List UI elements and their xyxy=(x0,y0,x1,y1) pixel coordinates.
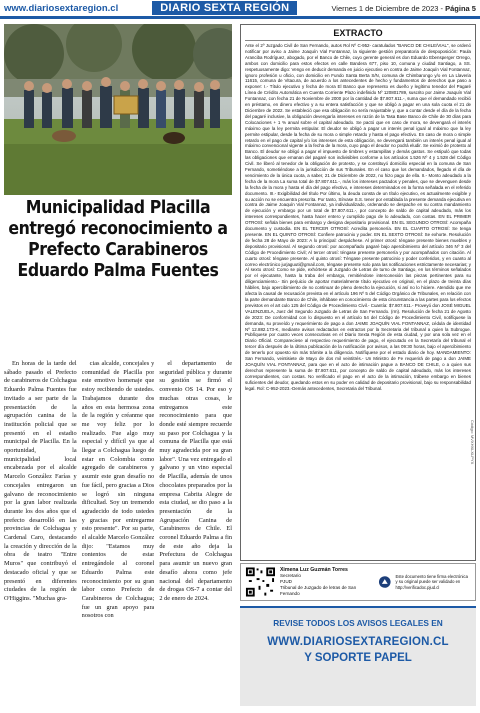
site-url[interactable]: www.diariosextaregion.cl xyxy=(4,2,119,14)
article-headline: Municipalidad Placilla entregó reconocimiento a Prefecto Carabineros Eduardo Palma Fuentes xyxy=(8,198,228,281)
article-column-1: En horas de la tarde del sábado pasado el Prefecto de carabineros de Colchagua Eduardo Palma Fuentes fue invitado a ser parte de la presentación de la agrupación canina de la institución policial que se presentó en el estadio municipal de Placilla. En la oportunidad, la municipalidad local encabezada por el alcalde Marcelo González Farías y concejales entregaron un galvano de reconocimiento por la gran labor realizada durante los dos años que el prefecto desarrolló en las provincias de Colchagua y Cardenal Caro, destacando la creación y dirección de la obra de teatro "Entre Muros" que contribuyó el destacado oficial y que se presentó en diferentes ciudades de la región de O'Higgins. "Muchas gra- xyxy=(4,360,77,602)
page-number: Página 5 xyxy=(445,3,476,13)
signer-name: Ximena Luz Guzmán Torres xyxy=(279,567,348,573)
pjud-logo-icon xyxy=(378,575,392,589)
article-body xyxy=(4,360,232,700)
legal-notices-ad[interactable] xyxy=(240,606,476,706)
ad-website-link[interactable]: WWW.DIARIOSEXTAREGION.CL xyxy=(267,636,449,648)
newspaper-title: DIARIO SEXTA REGIÓN xyxy=(152,1,297,15)
notice-text: Ante el 2º Juzgado Civil de San Fernando, autos Rol Nº C-952- caratulados "BANCO DE CHILE/VIAL", se ordenó notificar por aviso a Jaime Joaquín Vial Fontannaz, la siguiente gestión preparatoria de despoposición: Paula Aranciba Rodríguez, abogado, por el Banco de Chile, cuyo gerente general es don Eduardo Ebensperger Orrego, ambos con domicilio para estos efectos en calle Bandera 677, piso 10, comuna y ciudad Santiago, a SS. respetuosamente digo: Vengo en deducir demanda en juicio ejecutivo en contra de Jaime Joaquín Vial Fontannaz, ignoro profesión u oficio, con domicilio en Fundo Santa Berta S/N, comuna de Chimbarongo y/o en La Llaveria 11615, comuna de Vitacura, de acuerdo a los antecedentes de hecho y fundamentos de derechos que paso a exponer: I.- Título ejecutivo y fecha de mora El Banco que represento es dueño y legítimo tenedor del Pagaré Línea de Crédito Automática en Cuenta Corriente Plazo indefinido Nº 120801789, suscrito por Jaime Joaquín Vial Fontannaz, con fecha 21 de Noviembre de 2000 por la cantidad de $7.807.611.-, suma que el demandado recibió en préstamo, en dinero efectivo y a su entera satisfacción y que se obligó a pagar en una sola cuota el 21 de Diciembre de 2022. Se estableció que esa obligación no sería reajustable y, que a contar desde el día de la fecha del pagaré inclusive, la obligación devengaría intereses en razón de la Tasa Base Banco de Chile de 30 días para Colocaciones + 1 % anual sobre el capital adeudado. Se pactó que en caso de mora, se devengará el interés máximo que la ley permita estipular. El deudor se obligó a pagar un interés penal igual al máximo que la ley permite estipular, desde la fecha de su mora o simple retardo y hasta el pago efectivo. En caso de mora o simple retardo en el pago de capital y/o los intereses de esta obligación, se devengará también un interés penal igual al máximo convencional vigente a la fecha de la mora, cuyo pago el deudor no podrá eludir. Se eximió de protesto al Banco. El deudor se obligó a pagar el impuesto de timbres y estampillas y demás gastos. Se estipuló que todas las obligaciones que emanan del pagaré son indivisibles conforme a los artículos 1.526 Nº 4 y 1.528 del Código Civil. Se liberó al tenedor de la obligación de protesto, y se constituyó domicilio especial en la comuna de San Fernando, sometiéndose a la jurisdicción de sus Tribunales. En el caso que los demandados, llegado el día de vencimiento de la única cuota, a saber, 21 de Diciembre de 2022, no hizo pago de ella. II.- Monto adeudado a la fecha de la mora La suma total de $7.807.611.-, más los intereses pactados y penales, que se devenguen desde la fecha de la mora y hasta el día del pago efectivo, e intereses determinados en la forma señalada en el referido documento. III.- Exigibilidad del título Por último, la deuda consta de un título ejecutivo, es actualmente exigible y su acción no se encuentra prescrita. Por tanto, Sírvase S.S. tener por entablada la presente demanda ejecutiva en contra de Jaime Joaquín Vial Fontannaz, ya individualizado, ordenando se despache en su contra mandamiento de ejecución y embargo por un total de $7.807.611.-, por concepto de saldo de capital adeudado, más los intereses correspondientes, hasta hacer entero y cumplido pago de lo adeudado, con costas. EN EL PRIMER OTROSÍ: señala bienes para embargo y designa depositario provisional. EN EL SEGUNDO OTROSÍ: Acompaña documento y custodia. EN EL TERCER OTROSÍ: Acredita personería. EN EL CUARTO OTROSÍ: Se tenga presente. EN EL QUINTO OTROSÍ: Confiere patrocinio y poder. EN EL SEXTO OTROSÍ: Se exhorte. Resolución de fecha 28 de Mayo de 2023: A lo principal: despáchese. Al primer otrosí: téngase presente bienes muebles y depositario provisional. Al segundo otrosí: por acompañado pagaré bajo apercibimiento del artículo 346 Nº 3 del Código de Procedimiento Civil; Al tercer otrosí: téngase presente personería y por acompañados con citación. Al cuarto otrosí: téngase presente. Al quinto otrosí: Téngase presente patrocinio y poder conferidos, y en cuanto al correo electrónico jurjaguuti@gmail.com, téngase presente solo para las notificaciones estrictamente necesarias; y Al sexto otrosí: Como se pide, exhórtese al Juzgado de Letras de turno de Santiago, en los términos señalados por el ejecutante, hasta la traba del embargo, remitiéndose interconexión las piezas pertinentes para su diligenciamiento.- Sin perjuicio de aportar materialmente título ejecutivo en original, en el plazo de treinta días hábiles, bajo apercibimiento de no continuar de pleno derecho la ejecución, si así no lo hiciere. Atendido que me afecta la causal de recusación prevista en el artículo 196 Nº 5 del Código Orgánico de Tribunales, en relación con la parte demandante Banco de Chile, inhábase en conocimiento de esta circunstancia a las partes para los efectos previstos en el art culo 125 del Código de Procedimiento Civil.- Cuantía: $7.807.611.- Proveyó don JOSÉ MIGUEL VALENZUELA, Juez del Segundo Juzgado de Letras de San Fernando. (rm). Resolución de fecha 21 de Agosto de 2023: De conformidad con lo dispuesto en el artículo 54 del Código de Procedimiento Civil, notifíquese la demanda, su proveído y requerimiento de pago a don JAIME JOAQUÍN VIAL FONTANNAZ, cédula de identidad Nº 12.882.173-K, mediante avisos redactados en extractos por la Secretaria del tribunal a quien la Subrogue. Publíquese por cuatro veces consecutivas en el Diario Sexta Región de esta ciudad, y por una sola vez en el Diario Oficial. Compareciese al respectivo requerimiento de pago, el ejecutado en la Secretaría del tribunal el tercer día después de la última publicación de la notificación por avisos, a las 09:30 horas, bajo el apercibimiento de tenerlo por opuesto sin más trámite a la diligencia. Notifíquese por el estado diario de hoy. MANDAMIENTO: San Fernando, veintisiete de Mayo de dos mil veintitrés.- Un Ministro de Fe requerirá de pago a don JAIME JOAQUÍN VIAL FONTANNAZ, para que en el acto de intimación pague a BANCO DE CHILE, o a quien sus derechos represente la suma de $7.807.611, por concepto de saldo de capital adeudado, más los intereses correspondientes, con costas. No verificado el pago en el acto de la intimación, trábese embargo en bienes suficientes del deudor, quedando estos en su poder en calidad de depositario provisional, bajo su responsabilidad legal. Rol: C-952-2023.-Demás antecedentes, Secretaria del Tribunal. xyxy=(245,43,471,391)
document-code: Código: MVXHXLXLPYX xyxy=(470,420,475,465)
signer-detail: Tribunal de Juzgado de letras de San Fernando xyxy=(279,585,357,596)
ad-line-1: REVISE TODOS LOS AVISOS LEGALES EN xyxy=(273,618,443,628)
signature-box xyxy=(240,563,476,601)
signer-role: Secretario xyxy=(279,573,301,578)
article-column-3: el departamento de seguridad pública y durante su gestión se firmó el convenio OS 14. Por eso y muchas otras cosas, le entregamos este reconocimiento para que donde esté siempre recuerde su paso por Colchagua y la comuna de Placilla que está muy agradecida por su gran labor". Una vez entregado el galvano y un vino especial de Placilla, además de unos chocolates preparados por la empresa Cabrita Alegre de esta ciudad, se dio paso a la presentación de la Agrupación Canina de Carabineros de Chile. El coronel Eduardo Palma a fin de este año deja la Prefectura de Colchagua para asumir un nuevo gran desafío ahora como jefe nacional del departamento de drogas OS-7 a contar del 2 de enero de 2024. xyxy=(159,360,233,602)
signer-court: PJUD xyxy=(279,579,292,584)
page-header xyxy=(0,0,480,19)
article-column-2: cias alcalde, concejales y comunidad de Placilla por este emotivo homenaje que estoy recibiendo de ustedes. Trabajamos durante dos años en esta hermosa zona de la región y créanme que me voy feliz por lo realizado. Fue algo muy especial y difícil ya que al llegar a Colchagua luego de estar en Colombia como agregado de carabineros y asumir este gran desafío no fue fácil, pero gracias a Dios se logró sin ninguna dificultad. Soy un tremendo agradecido de todo ustedes y gracias por entregarme esto presente". Por su parte, el alcalde Marcelo González dijo: "Estamos muy contentos de estar entregándole al coronel Eduardo Palma este reconocimiento por su gran labor como Prefecto de Carabineros de Colchagua; fue un gran apoyo para nosotros con xyxy=(81,360,155,620)
legal-notice xyxy=(240,24,476,561)
ad-line-3: Y SOPORTE PAPEL xyxy=(304,652,412,664)
photo-dog-show-icon xyxy=(4,24,232,195)
qr-code-icon xyxy=(245,566,276,598)
signer-info xyxy=(280,567,374,597)
article-photo xyxy=(4,24,232,195)
issue-date: Viernes 1 de Diciembre de 2023 - Página 5 xyxy=(331,3,476,13)
validation-note: Este documento tiene firma electrónica y su original puede ser validado en http://verificadoc.pjud.cl xyxy=(395,573,468,590)
notice-title: EXTRACTO xyxy=(245,28,471,41)
